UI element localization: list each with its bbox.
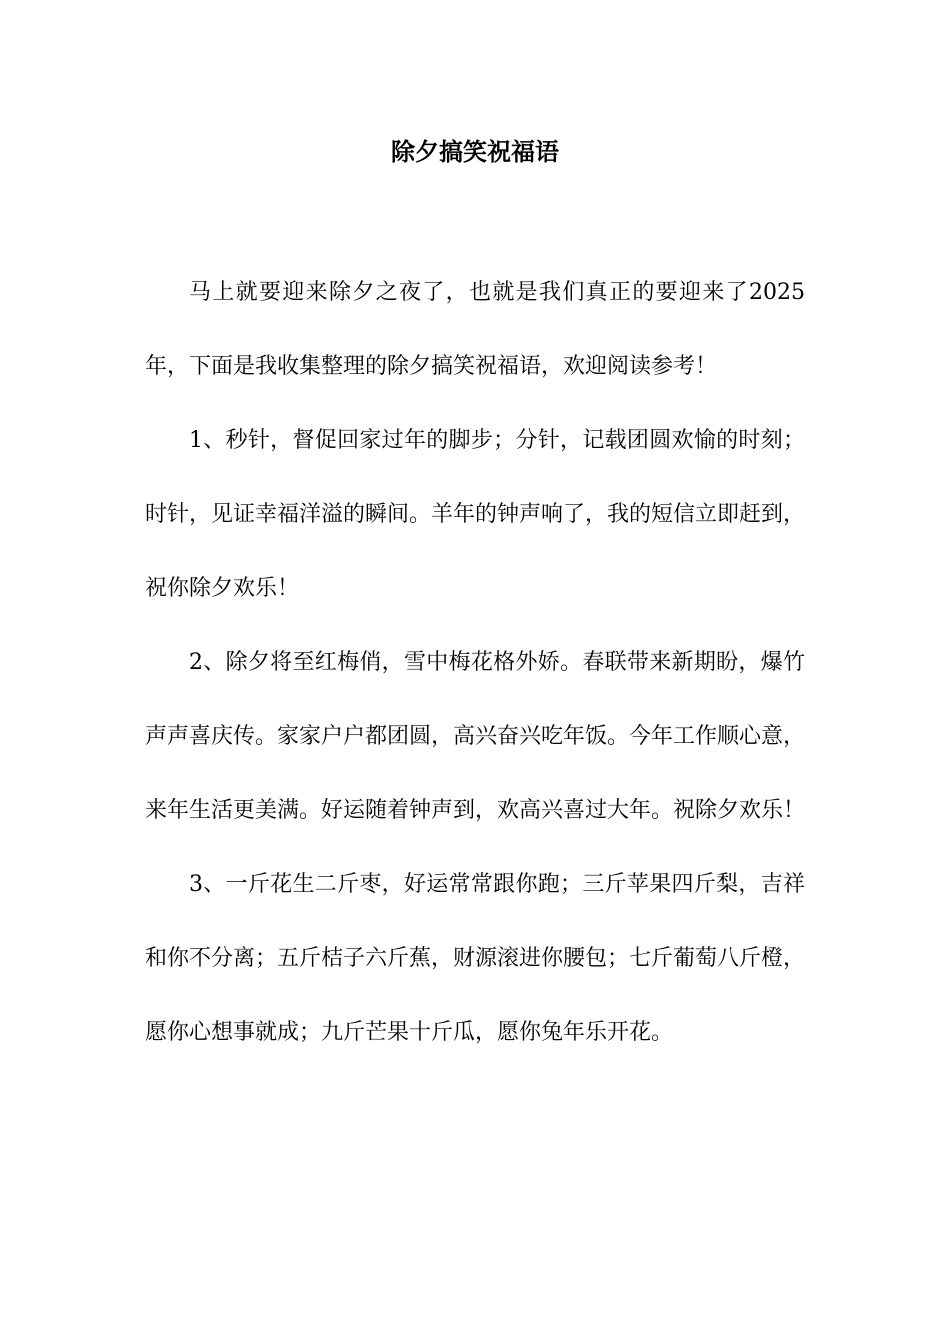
blessing-paragraph-2: 2、除夕将至红梅俏，雪中梅花格外娇。春联带来新期盼，爆竹声声喜庆传。家家户户都团圆，高兴奋兴吃年饭。今年工作顺心意，来年生活更美满。好运随着钟声到，欢高兴喜过大年。祝除夕欢乐！: [145, 650, 806, 823]
blessing-paragraph-1: 1、秒针，督促回家过年的脚步；分针，记载团圆欢愉的时刻；时针，见证幸福洋溢的瞬间。羊年的钟声响了，我的短信立即赶到，祝你除夕欢乐！: [145, 428, 806, 601]
document-body: [145, 256, 805, 1070]
blessing-paragraph-3: 3、一斤花生二斤枣，好运常常跟你跑；三斤苹果四斤梨，吉祥和你不分离；五斤桔子六斤蕉，财源滚进你腰包；七斤葡萄八斤橙，愿你心想事就成；九斤芒果十斤瓜，愿你兔年乐开花。: [145, 872, 806, 1045]
intro-paragraph: 马上就要迎来除夕之夜了，也就是我们真正的要迎来了2025年，下面是我收集整理的除夕搞笑祝福语，欢迎阅读参考！: [145, 280, 805, 379]
document-title: 除夕搞笑祝福语: [391, 138, 559, 166]
